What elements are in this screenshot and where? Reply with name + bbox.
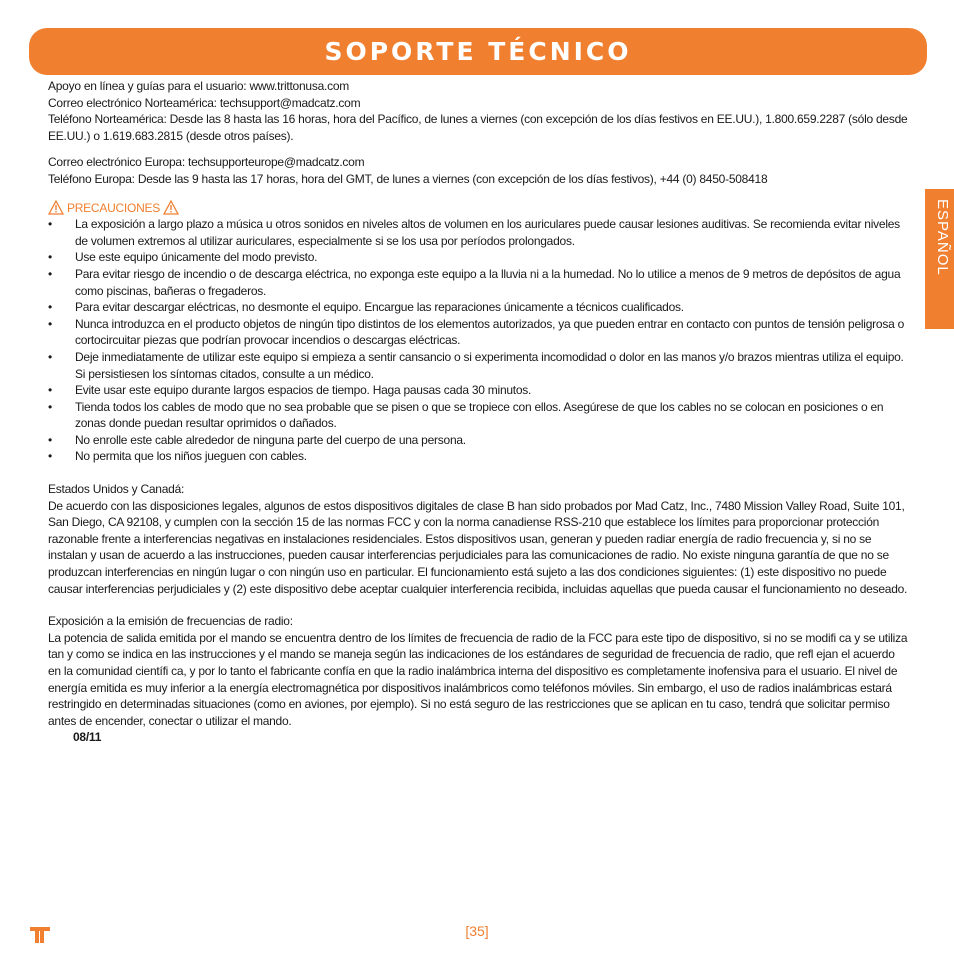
- warning-icon: [48, 200, 64, 215]
- list-item: • Para evitar descargar eléctricas, no desmonte el equipo. Encargue las reparaciones únicamente a técnicos cualificados.: [48, 300, 684, 315]
- list-item: • No enrolle este cable alrededor de ninguna parte del cuerpo de una persona.: [48, 432, 466, 447]
- list-item: • Nunca introduzca en el producto objetos de ningún tipo distintos de los elementos autorizados, ya que pueden entrar en contacto con puntos de tensión peligrosa o cortocircuitar piezas que podrían provocar incendios o descargas eléctricas.: [48, 316, 904, 348]
- list-item: • La exposición a largo plazo a música u otros sonidos en niveles altos de volumen en los auriculares puede causar lesiones auditivas. Se recomienda evitar niveles de volumen extremos al utilizar auriculares, especialmente si se los usa por períodos prolongados.: [48, 217, 900, 248]
- support-phone-na: Teléfono Norteamérica: Desde las 8 hasta las 16 horas, hora del Pacífico, de lunes a viernes (con excepción de los días festivos en EE.UU.), 1.800.659.2287 (sólo desde EE.UU.) o 1.619.683.2815 (desde otros países).: [48, 112, 908, 143]
- list-item: • No permita que los niños jueguen con cables.: [48, 449, 307, 464]
- list-item: • Para evitar riesgo de incendio o de descarga eléctrica, no exponga este equipo a la lluvia ni a la humedad. No lo utilice a menos de 9 metros de depósitos de agua como piscinas, bañeras o fregaderos.: [48, 266, 901, 298]
- list-item: • Use este equipo únicamente del modo previsto.: [48, 250, 318, 265]
- language-tab-label: ESPAÑOL: [934, 199, 951, 276]
- precautions-heading: [48, 200, 910, 217]
- support-email-eu: Correo electrónico Europa: techsupporteurope@madcatz.com: [48, 155, 365, 170]
- revision-date: 08/11: [73, 730, 102, 745]
- main-content: [48, 78, 910, 746]
- support-email-na: Correo electrónico Norteamérica: techsupport@madcatz.com: [48, 95, 361, 110]
- rf-heading: Exposición a la emisión de frecuencias de radio:: [48, 614, 293, 629]
- header-bar: [29, 28, 927, 75]
- language-tab[interactable]: [925, 189, 954, 329]
- precautions-list: [48, 216, 910, 465]
- support-phone-eu: Teléfono Europa: Desde las 9 hasta las 17 horas, hora del GMT, de lunes a viernes (con excepción de los días festivos), +44 (0) 8450-508418: [48, 171, 768, 186]
- list-item: • Deje inmediatamente de utilizar este equipo si empieza a sentir cansancio o si experimenta incomodidad o dolor en las manos y/o brazos mientras utiliza el equipo. Si persistiesen los síntomas citados, consulte a un médico.: [48, 349, 904, 381]
- precautions-label: PRECAUCIONES: [67, 200, 161, 215]
- list-item: • Tienda todos los cables de modo que no sea probable que se pisen o que se tropiece con ellos. Asegúrese de que los cables no se colocan en posiciones o en zonas donde puedan resultar oprimidos o dañados.: [48, 399, 884, 431]
- fcc-heading: Estados Unidos y Canadá:: [48, 482, 185, 497]
- page-number: [35]: [465, 923, 489, 939]
- page-title: SOPORTE TÉCNICO: [324, 37, 632, 66]
- warning-icon: [163, 200, 179, 215]
- support-web: Apoyo en línea y guías para el usuario: www.trittonusa.com: [48, 79, 350, 93]
- rf-body: La potencia de salida emitida por el mando se encuentra dentro de los límites de frecuencia de radio de la FCC para este tipo de dispositivo, si no se modifi ca y se utiliza tan y como se indica en las instrucciones y el mando se maneja según las indicaciones de los estándares de seguridad de frecuencia de radio, que refl ejan el acuerdo en la comunidad científi ca, y por lo tanto el fabricante confía en que la radio inalámbrica interna del dispositivo es completamente inofensiva para el usuario. El nivel de energía emitida es muy inferior a la energía electromagnética por dispositivos inalámbricos como teléfonos móviles. Sin embargo, el uso de radios inalámbricas estará restringido en determinadas situaciones (como en aviones, por ejemplo). Si no está seguro de las restricciones que se aplican en tu caso, tendrá que solicitar permiso antes de encender, conectar o utilizar el mando.: [48, 630, 908, 728]
- list-item: • Evite usar este equipo durante largos espacios de tiempo. Haga pausas cada 30 minutos.: [48, 383, 532, 398]
- fcc-body: De acuerdo con las disposiciones legales, algunos de estos dispositivos digitales de clase B han sido probados por Mad Catz, Inc., 7480 Mission Valley Road, Suite 101, San Diego, CA 92108, y cumplen con la sección 15 de las normas FCC y con la norma canadiense RSS-210 que establece los límites para proporcionar protección razonable frente a interferencias negativas en instalaciones residenciales. Estos dispositivos usan, generan y pueden radiar energía de radio frecuencia y, si no se instalan y usan de acuerdo a las instrucciones, pueden causar interferencias perjudiciales para las comunicaciones de radio. No existe ninguna garantía de que no se produzcan interferencias en ningún lugar o con ningún uso en particular. El funcionamiento está sujeto a las dos condiciones siguientes: (1) este dispositivo no puede causar interferencias perjudiciales y (2) este dispositivo debe aceptar cualquier interferencia recibida, incluidas aquellas que pueda causar el funcionamiento no deseado.: [48, 498, 908, 596]
